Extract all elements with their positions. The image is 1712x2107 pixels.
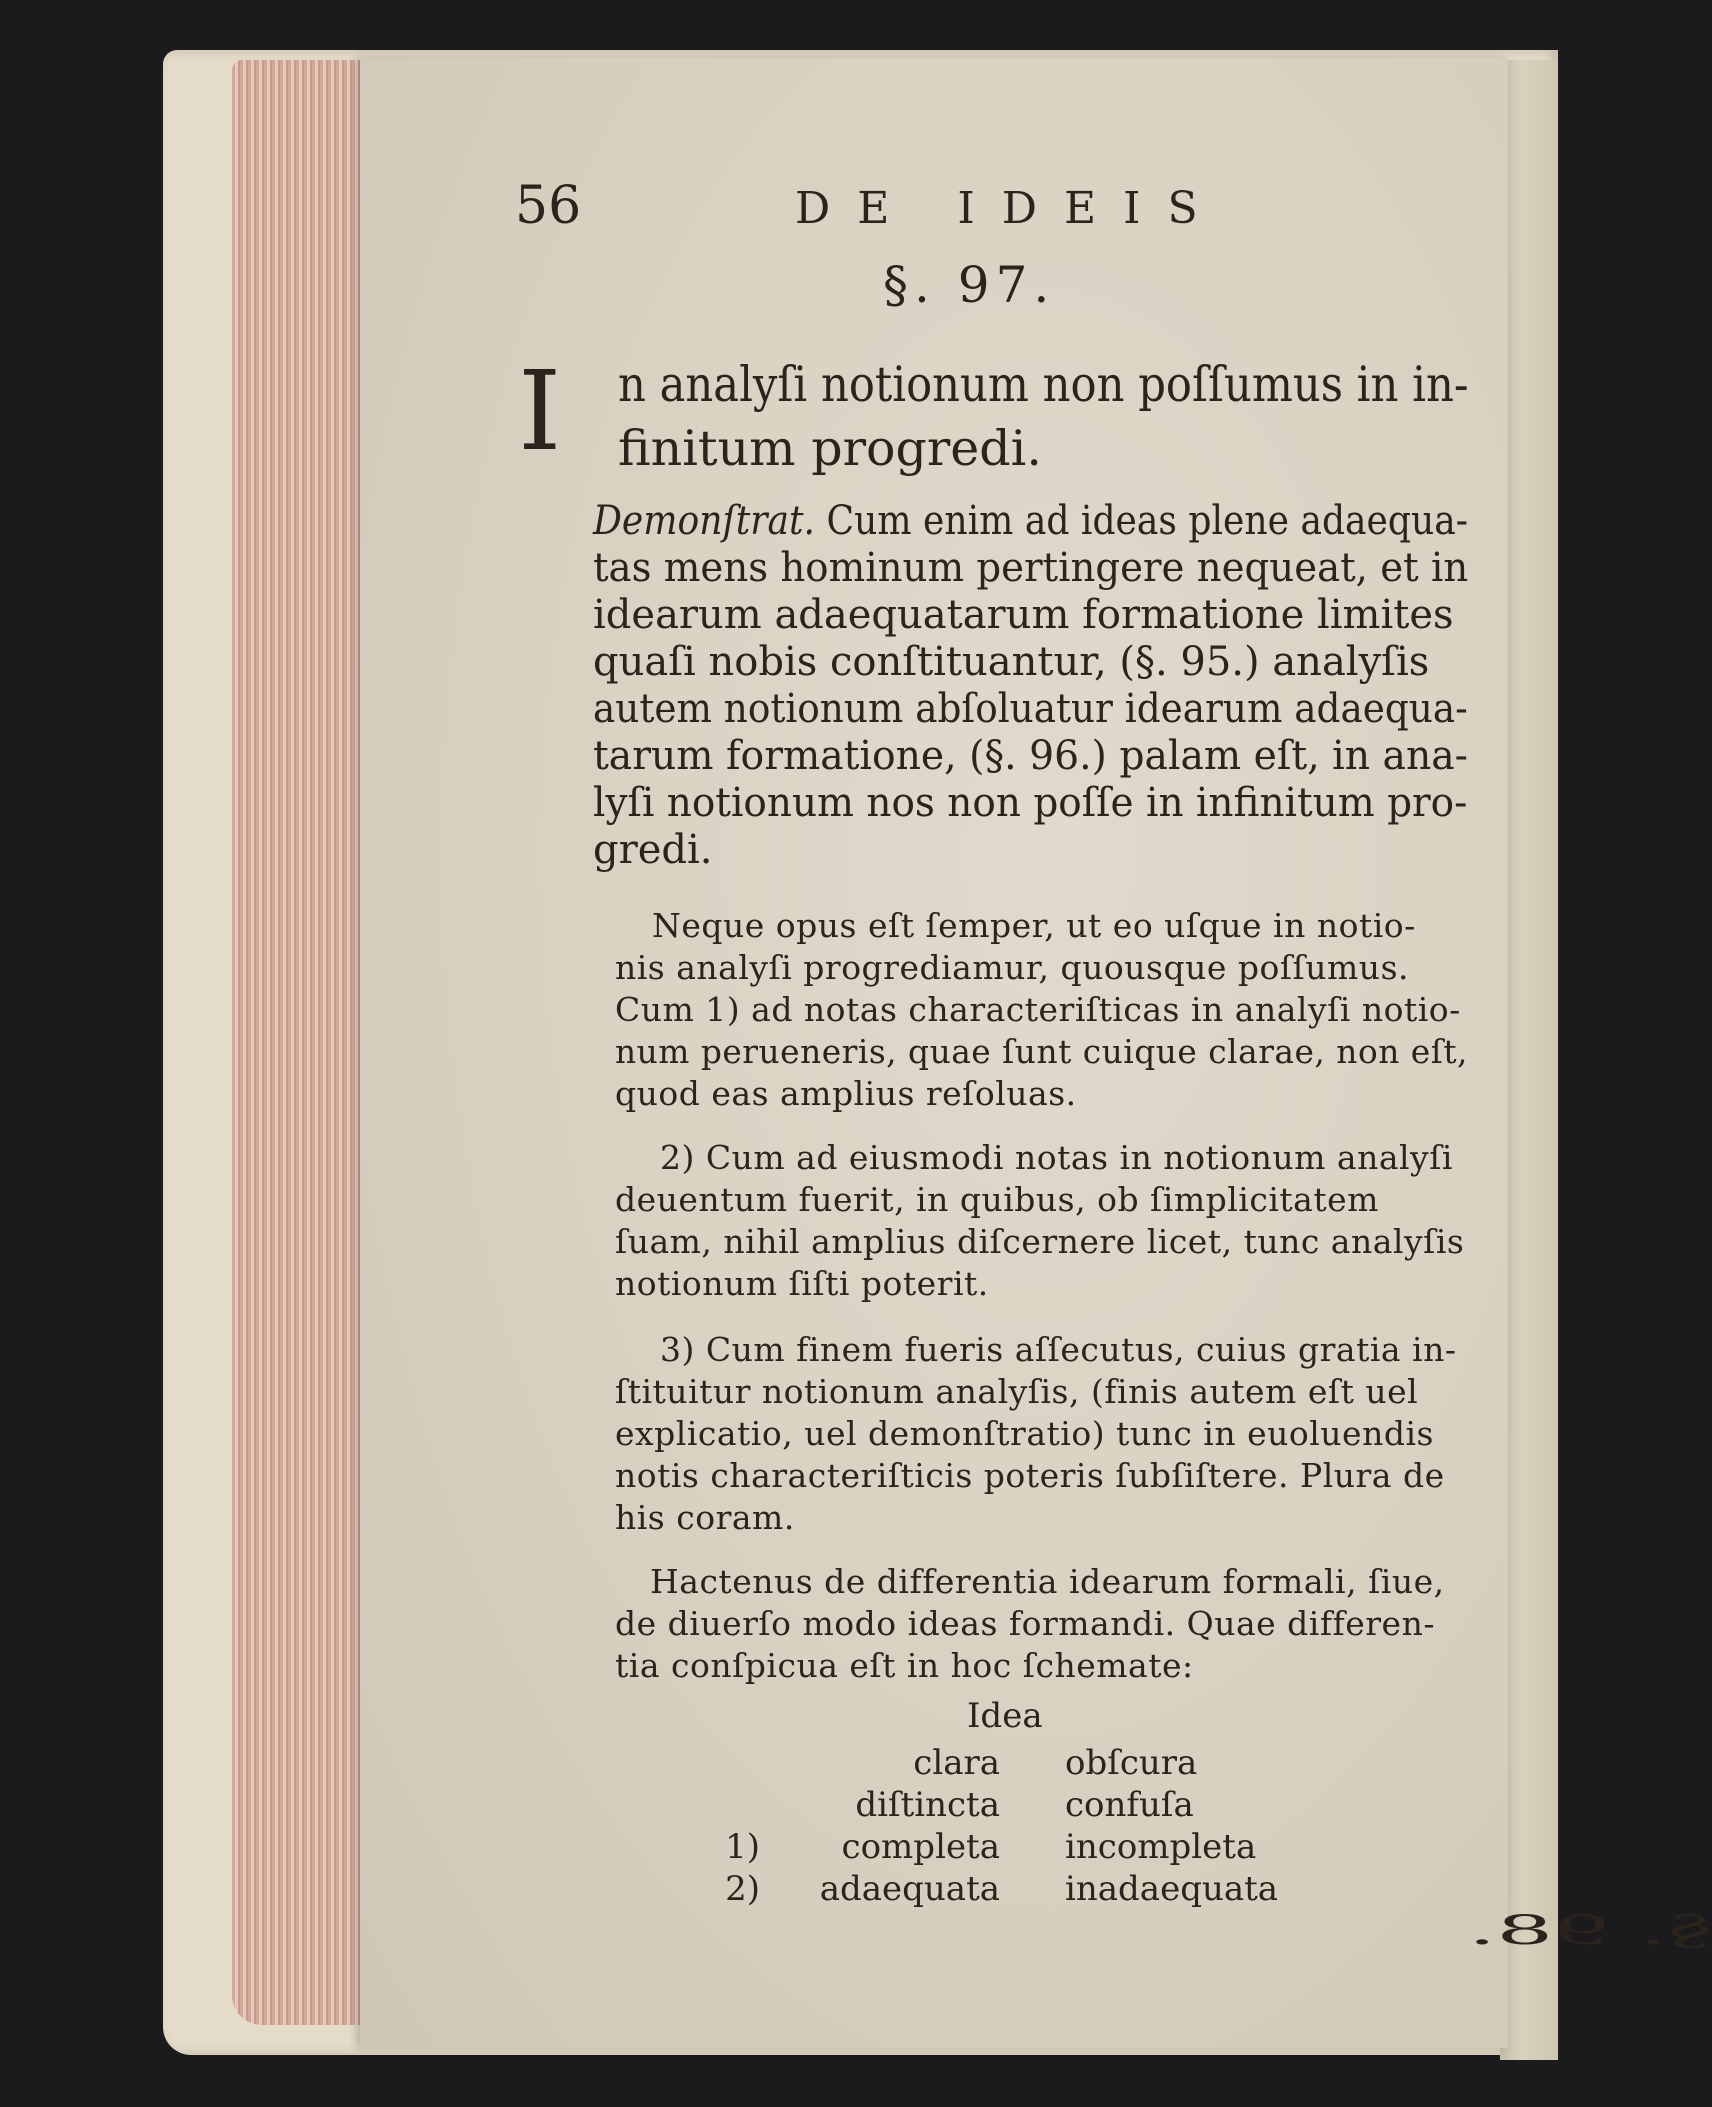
- demonstration-line: quaſi nobis conſtituantur, (§. 95.) analyſis: [593, 639, 1430, 685]
- scholium-line: 3) Cum finem fueris aſſecutus, cuius gratia in-: [660, 1330, 1457, 1369]
- scholium-line: tia conſpicua eſt in hoc ſchemate:: [615, 1646, 1194, 1685]
- schema-left-term: adaequata: [819, 1869, 1000, 1909]
- schema-row-number: 2): [725, 1869, 760, 1909]
- demonstration-line: idearum adaequatarum formatione limites: [593, 592, 1454, 638]
- scholium-line: deuentum fuerit, in quibus, ob ſimplicitatem: [615, 1180, 1379, 1219]
- proposition-line: finitum progredi.: [618, 420, 1042, 477]
- scholium-line: quod eas amplius reſoluas.: [615, 1074, 1077, 1113]
- page-stack-edges: [232, 60, 372, 2025]
- schema-right-term: confuſa: [1065, 1785, 1194, 1825]
- facing-page-edge: [1500, 60, 1558, 2060]
- demonstration-label: Demonſtrat.: [593, 498, 816, 544]
- schema-left-term: clara: [913, 1743, 1000, 1783]
- scholium-line: 2) Cum ad eiusmodi notas in notionum analyſi: [660, 1138, 1453, 1177]
- schema-right-term: obſcura: [1065, 1743, 1198, 1783]
- scholium-line: Cum 1) ad notas characteriſticas in analyſi notio-: [615, 990, 1461, 1029]
- page-number: 56: [515, 176, 582, 236]
- demonstration-line: tas mens hominum pertingere nequeat, et in: [593, 545, 1469, 591]
- scholium-line: notis characteriſticis poteris ſubſiſtere. Plura de: [615, 1456, 1445, 1495]
- drop-cap: I: [518, 347, 562, 475]
- schema-row-number: 1): [725, 1827, 760, 1867]
- demonstration-line: gredi.: [593, 827, 713, 873]
- scholium-line: de diuerſo modo ideas formandi. Quae differen-: [615, 1604, 1435, 1643]
- scholium-line: Neque opus eſt ſemper, ut eo uſque in notio-: [652, 906, 1416, 945]
- schema-title: Idea: [967, 1696, 1043, 1736]
- scholium-line: num perueneris, quae ſunt cuique clarae, non eſt,: [615, 1032, 1469, 1071]
- schema-left-term: completa: [841, 1827, 1000, 1867]
- schema-right-term: incompleta: [1065, 1827, 1257, 1867]
- demonstration-text: Cum enim ad ideas plene adaequa-: [826, 498, 1468, 544]
- scholium-line: ſuam, nihil amplius diſcernere licet, tunc analyſis: [615, 1222, 1465, 1261]
- scholium-line: nis analyſi progrediamur, quousque poſſumus.: [615, 948, 1409, 987]
- book-page: [360, 58, 1712, 2048]
- scholium-line: his coram.: [615, 1498, 795, 1537]
- scholium-line: explicatio, uel demonſtratio) tunc in euoluendis: [615, 1414, 1434, 1453]
- demonstration-line: lyſi notionum nos non poſſe in infinitum pro-: [593, 780, 1468, 826]
- proposition-line: n analyſi notionum non poſſumus in in-: [618, 356, 1469, 413]
- scholium-line: notionum ſiſti poterit.: [615, 1264, 989, 1303]
- schema-left-term: diſtincta: [855, 1785, 1000, 1825]
- section-number: §. 97.: [883, 256, 1056, 314]
- scholium-line: Hactenus de differentia idearum formali, ſiue,: [650, 1562, 1445, 1601]
- catchword: §. 98.: [1467, 1908, 1712, 1954]
- demonstration-first-line: [593, 498, 1468, 544]
- demonstration-line: autem notionum abſoluatur idearum adaequa-: [593, 686, 1468, 732]
- schema-right-term: inadaequata: [1065, 1869, 1279, 1909]
- running-head: DE IDEIS: [795, 183, 1225, 234]
- demonstration-line: tarum formatione, (§. 96.) palam eſt, in ana-: [593, 733, 1468, 779]
- scholium-line: ſtituitur notionum analyſis, (finis autem eſt uel: [615, 1372, 1419, 1411]
